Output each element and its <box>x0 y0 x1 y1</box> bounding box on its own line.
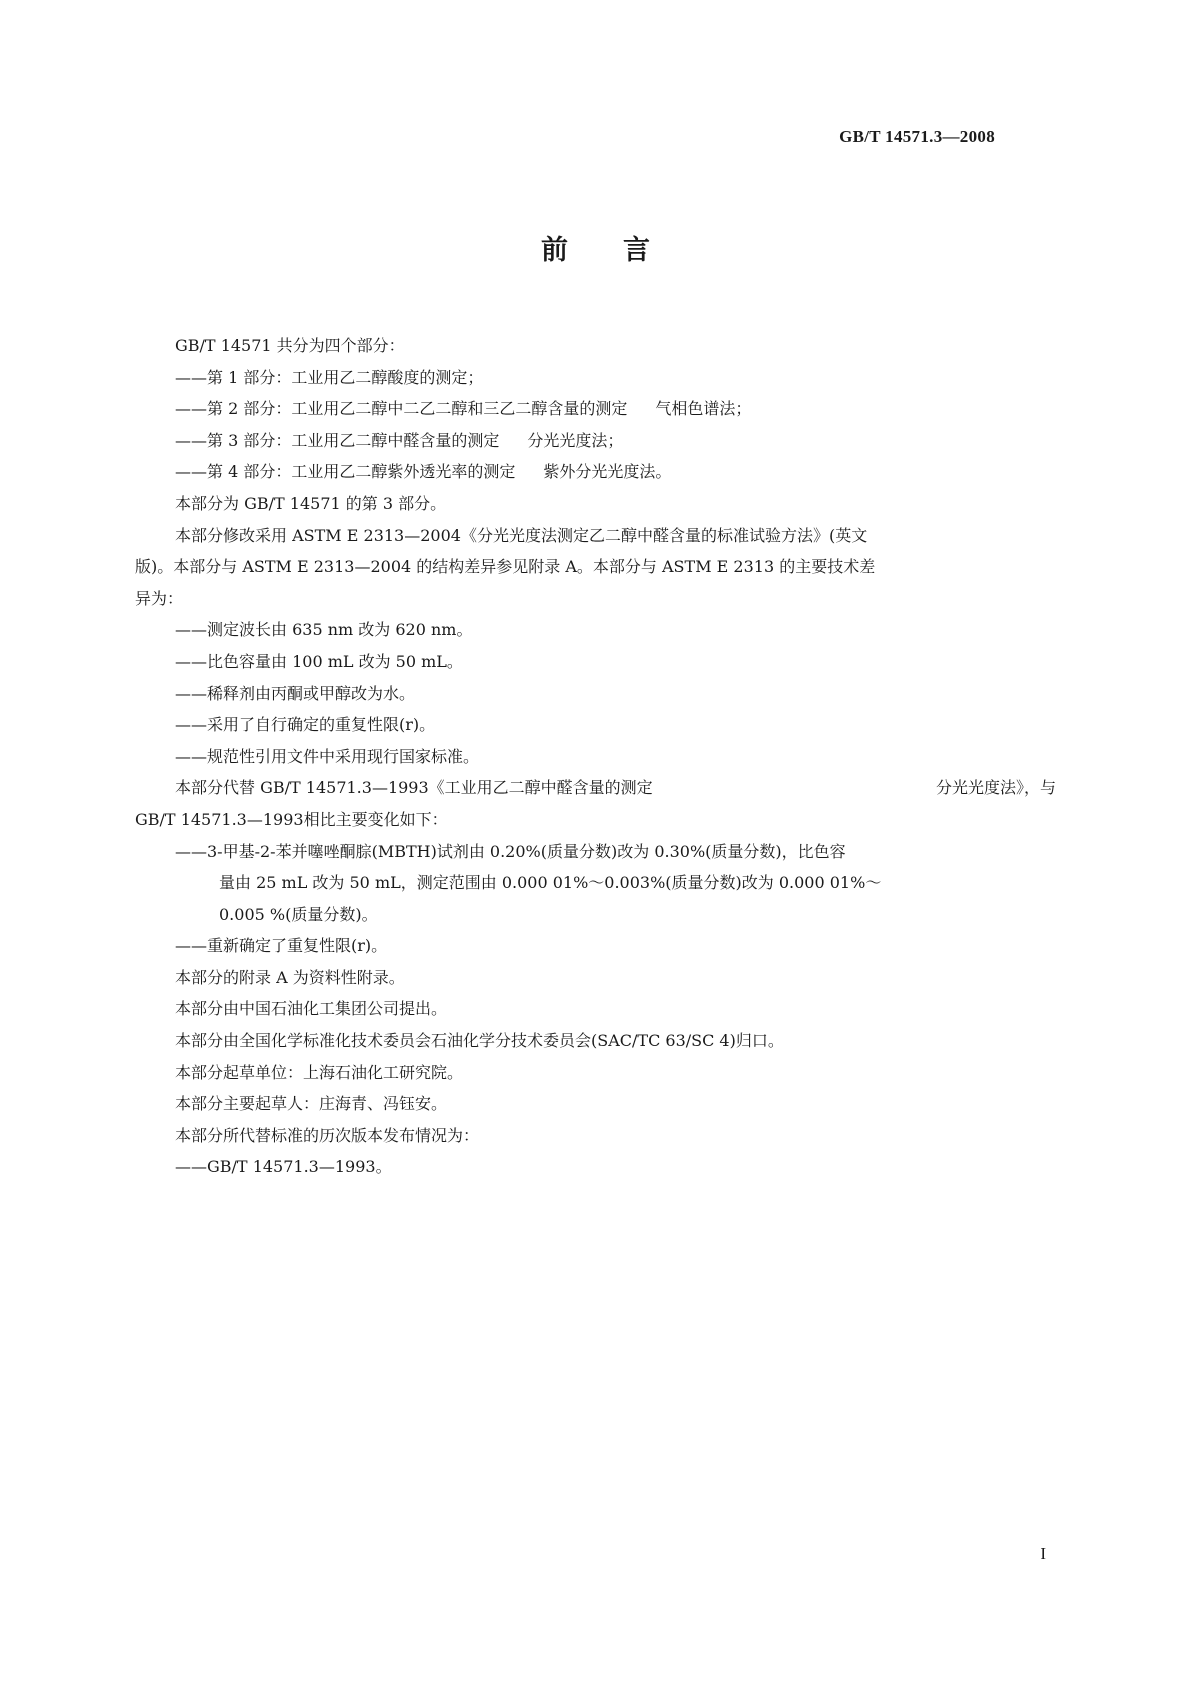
diff-item-references: ——规范性引用文件中采用现行国家标准。 <box>175 746 480 766</box>
paragraph-annex: 本部分的附录 A 为资料性附录。 <box>175 967 405 987</box>
paragraph-committee: 本部分由全国化学标准化技术委员会石油化学分技术委员会(SAC/TC 63/SC 4)归口。 <box>175 1031 784 1051</box>
change-item-repeatability: ——重新确定了重复性限(r)。 <box>175 936 388 956</box>
list-item-part-4-method: 紫外分光光度法。 <box>543 462 672 482</box>
list-item-part-2-method: 气相色谱法； <box>655 399 752 419</box>
paragraph-drafting-unit: 本部分起草单位：上海石油化工研究院。 <box>175 1062 464 1082</box>
paragraph-adoption-line-1: 本部分修改采用 ASTM E 2313—2004《分光光度法测定乙二醇中醛含量的标准试验方法》(英文 <box>175 525 868 545</box>
change-item-mbth-line-1: ——3-甲基-2-苯并噻唑酮腙(MBTH)试剂由 0.20%(质量分数)改为 0.30%(质量分数)，比色容 <box>175 841 846 861</box>
paragraph-proposer: 本部分由中国石油化工集团公司提出。 <box>175 999 448 1019</box>
paragraph-adoption-line-2: 版)。本部分与 ASTM E 2313—2004 的结构差异参见附录 A。本部分与 ASTM E 2313 的主要技术差 <box>135 557 876 577</box>
diff-item-diluent: ——稀释剂由丙酮或甲醇改为水。 <box>175 683 416 703</box>
paragraph-history-intro: 本部分所代替标准的历次版本发布情况为： <box>175 1125 480 1145</box>
history-item: ——GB/T 14571.3—1993。 <box>175 1157 392 1177</box>
diff-item-volume: ——比色容量由 100 mL 改为 50 mL。 <box>175 651 463 671</box>
list-item-part-4-text: ——第 4 部分：工业用乙二醇紫外透光率的测定 <box>175 462 516 482</box>
paragraph-replaces-line-1 <box>135 772 1056 804</box>
diff-item-wavelength: ——测定波长由 635 nm 改为 620 nm。 <box>175 620 473 640</box>
paragraph-replaces-method: 分光光度法》，与 <box>935 778 1056 798</box>
list-item-part-4 <box>135 456 1056 488</box>
list-item-part-1: ——第 1 部分：工业用乙二醇酸度的测定； <box>175 367 484 387</box>
list-item-part-2-text: ——第 2 部分：工业用乙二醇中二乙二醇和三乙二醇含量的测定 <box>175 399 628 419</box>
paragraph-parts-intro: GB/T 14571 共分为四个部分： <box>175 336 405 355</box>
paragraph-adoption-line-3: 异为： <box>135 588 184 608</box>
paragraph-replaces-line-2: GB/T 14571.3—1993相比主要变化如下： <box>135 809 448 829</box>
document-body <box>135 330 1056 1183</box>
paragraph-this-part: 本部分为 GB/T 14571 的第 3 部分。 <box>175 493 447 513</box>
paragraph-drafters: 本部分主要起草人：庄海青、冯钰安。 <box>175 1094 448 1114</box>
diff-item-repeatability: ——采用了自行确定的重复性限(r)。 <box>175 715 436 735</box>
change-item-mbth-line-3: 0.005 %(质量分数)。 <box>219 904 378 924</box>
list-item-part-3-text: ——第 3 部分：工业用乙二醇中醛含量的测定 <box>175 430 500 450</box>
page-number: I <box>1040 1544 1046 1563</box>
standard-code: GB/T 14571.3—2008 <box>839 127 995 146</box>
list-item-part-3 <box>135 425 1056 457</box>
paragraph-replaces-text: 本部分代替 GB/T 14571.3—1993《工业用乙二醇中醛含量的测定 <box>175 778 653 798</box>
page-title: 前言 <box>541 235 705 266</box>
list-item-part-2 <box>135 393 1056 425</box>
change-item-mbth-line-2: 量由 25 mL 改为 50 mL，测定范围由 0.000 01%～0.003%(质量分数)改为 0.000 01%～ <box>219 873 882 893</box>
list-item-part-3-method: 分光光度法； <box>527 430 624 450</box>
